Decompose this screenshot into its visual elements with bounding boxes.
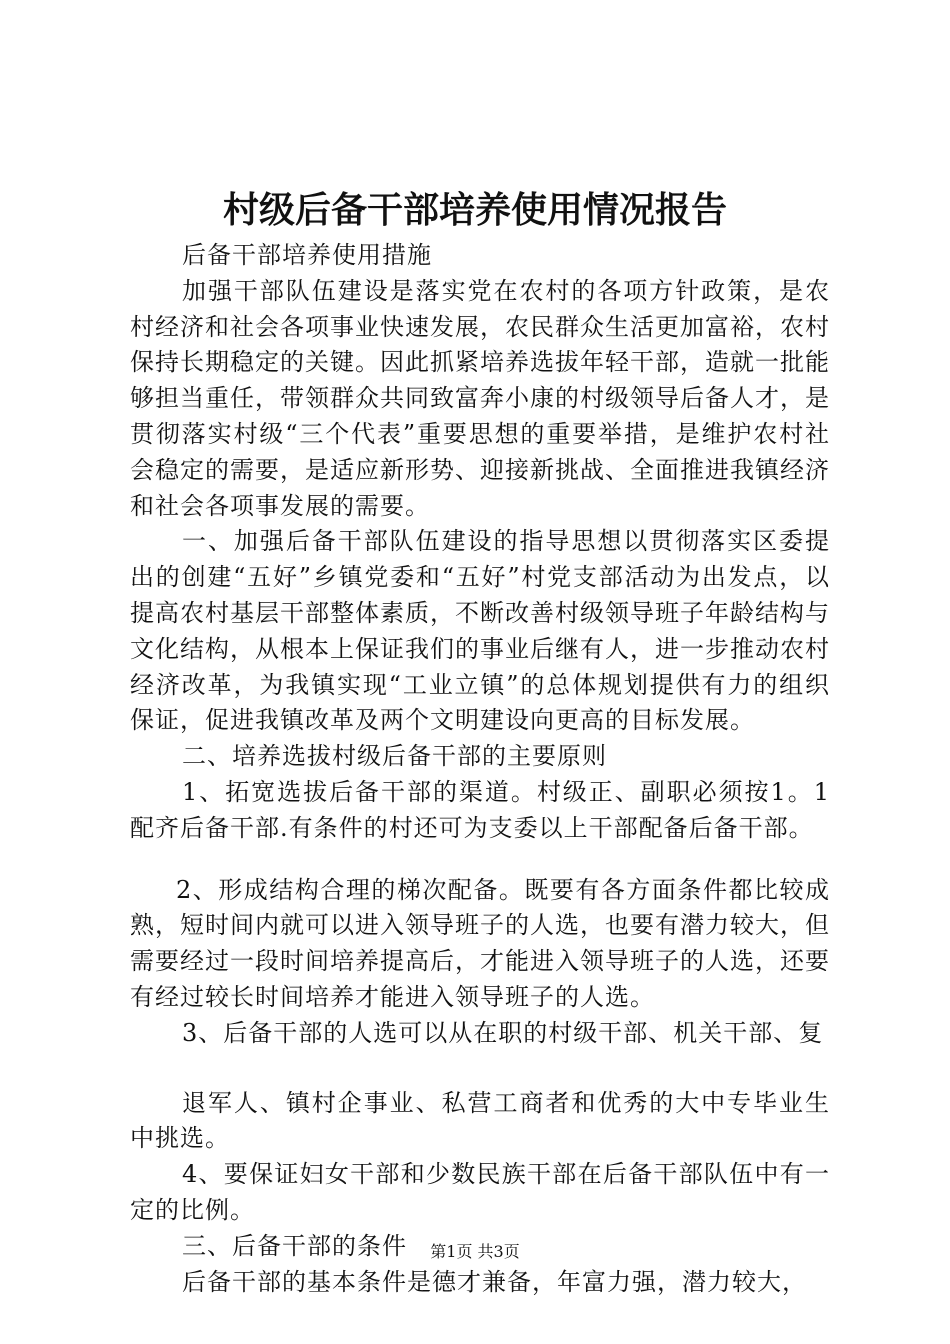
page-footer: 第1页 共3页 [430,1242,520,1261]
document-title: 村级后备干部培养使用情况报告 [222,189,727,231]
section-heading: 二、培养选拔村级后备干部的主要原则 [182,742,607,771]
body-paragraph: 加强干部队伍建设是落实党在农村的各项方针政策，是农村经济和社会各项事业快速发展，农民群众生活更加富裕，农村保持长期稳定的关键。因此抓紧培养选拔年轻干部，造就一批能够担当重任，带领群众共同致富奔小康的村级领导后备人才，是贯彻落实村级“三个代表”重要思想的重要举措，是维护农村社会稳定的需要，是适应新形势、迎接新挑战、全面推进我镇经济和社会各项事发展的需要。 [130,276,830,520]
body-paragraph: 1、拓宽选拔后备干部的渠道。村级正、副职必须按1。1配齐后备干部.有条件的村还可为支委以上干部配备后备干部。 [130,777,830,842]
document-body [130,238,830,1300]
body-paragraph: 3、后备干部的人选可以从在职的村级干部、机关干部、复 [182,1018,824,1047]
body-paragraph: 后备干部的基本条件是德才兼备，年富力强，潜力较大， [182,1267,807,1296]
body-paragraph: 一、加强后备干部队伍建设的指导思想以贯彻落实区委提出的创建“五好”乡镇党委和“五好”村党支部活动为出发点，以提高农村基层干部整体素质，不断改善村级领导班子年龄结构与文化结构，从根本上保证我们的事业后继有人，进一步推动农村经济改革，为我镇实现“工业立镇”的总体规划提供有力的组织保证，促进我镇改革及两个文明建设向更高的目标发展。 [130,527,830,735]
body-paragraph: 2、形成结构合理的梯次配备。既要有各方面条件都比较成熟，短时间内就可以进入领导班子的人选，也要有潜力较大，但需要经过一段时间培养提高后，才能进入领导班子的人选，还要有经过较长时间培养才能进入领导班子的人选。 [130,875,830,1011]
body-paragraph: 4、要保证妇女干部和少数民族干部在后备干部队伍中有一定的比例。 [130,1160,830,1224]
section-heading: 后备干部培养使用措施 [182,241,432,269]
body-paragraph: 退军人、镇村企事业、私营工商者和优秀的大中专毕业生中挑选。 [130,1088,830,1153]
section-heading: 三、后备干部的条件 [182,1231,407,1260]
